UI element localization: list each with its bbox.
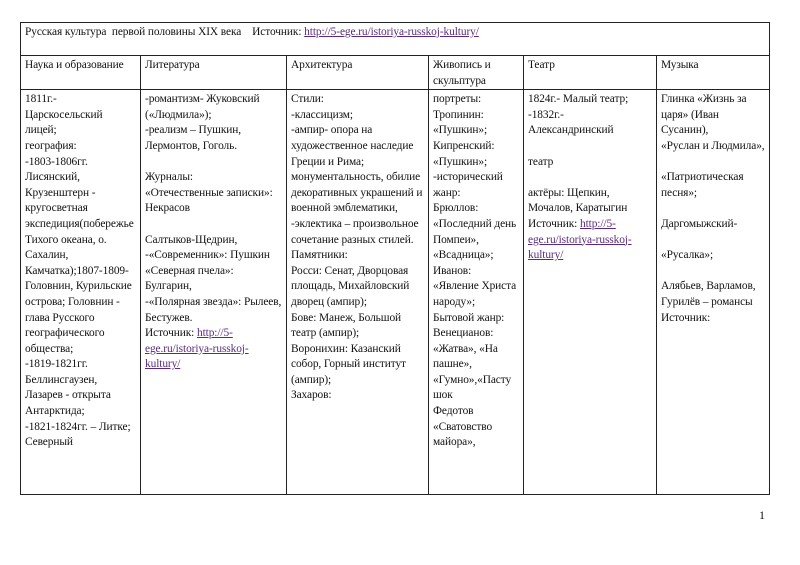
col-header-theatre: Театр (524, 56, 657, 90)
col-header-painting: Живопись и скульптура (429, 56, 524, 90)
col-header-architecture: Архитектура (287, 56, 429, 90)
content-row (21, 90, 770, 495)
col-header-science: Наука и образование (21, 56, 141, 90)
title-row (21, 23, 770, 56)
source-link-theatre[interactable]: http://5-ege.ru/istoriya-russkoj-kultury/ (528, 217, 632, 262)
cell-theatre (524, 90, 657, 495)
theatre-text: 1824г.- Малый театр; -1832г.- Александринский театр актёры: Щепкин, Мочалов, Каратыгин Источник: (528, 93, 629, 230)
literature-text: -романтизм- Жуковский («Людмила»); -реализм – Пушкин, Лермонтов, Гоголь. Журналы: «Отечественные записки»: Некрасов Салтыков-Щедрин, -«Современник»: Пушкин «Северная пчела»: Булгарин, -«Полярная звезда»: Рылеев, Бестужев. Источник: (145, 93, 282, 340)
cell-literature (141, 90, 287, 495)
table-title-cell (21, 23, 770, 56)
cell-music: Глинка «Жизнь за царя» (Иван Сусанин), «Руслан и Людмила», «Патриотическая песня»; Даргомыжский- «Русалка»; Алябьев, Варламов, Гурилёв – романсы Источник: (657, 90, 770, 495)
source-link-literature[interactable]: http://5-ege.ru/istoriya-russkoj-kultury/ (145, 327, 249, 371)
header-row (21, 56, 770, 90)
source-link-title[interactable]: http://5-ege.ru/istoriya-russkoj-kultury/ (304, 26, 479, 38)
page-number: 1 (759, 508, 765, 522)
cell-architecture: Стили: -классицизм; -ампир- опора на художественное наследие Греции и Рима; монументальность, обилие декоративных украшений и военной эмблематики, -эклектика – произвольное сочетание разных стилей. Памятники: Росси: Сенат, Дворцовая площадь, Михайловский дворец (ампир); Бове: Манеж, Большой театр (ампир); Воронихин: Казанский собор, Горный институт (ампир); Захаров: (287, 90, 429, 495)
table-title: Русская культура первой половины XIX века Источник: (25, 26, 305, 38)
col-header-music: Музыка (657, 56, 770, 90)
cell-science: 1811г.- Царскосельский лицей; география: -1803-1806гг. Лисянский, Крузенштерн - кругосветная экспедиция(побережье Тихого океана, о. Сахалин, Камчатка);1807-1809-Головнин, Курильские острова; Головнин - глава Русского географического общества; -1819-1821гг. Беллинсгаузен, Лазарев - открыта Антарктида; -1821-1824гг. – Литке; Северный (21, 90, 141, 495)
col-header-literature: Литература (141, 56, 287, 90)
culture-table (20, 22, 770, 495)
cell-painting: портреты: Тропинин: «Пушкин»; Кипренский: «Пушкин»; -исторический жанр: Брюллов: «Последний день Помпеи», «Всадница»; Иванов: «Явление Христа народу»; Бытовой жанр: Венецианов: «Жатва», «На пашне», «Гумно»,«Пастушок Федотов «Сватовство майора», (429, 90, 524, 495)
